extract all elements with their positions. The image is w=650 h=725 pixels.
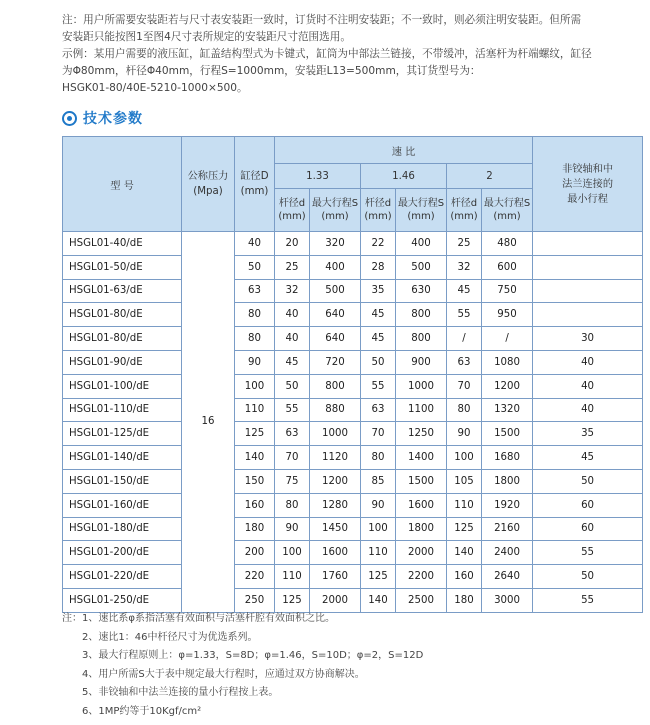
cell-d1: 25 [275, 255, 310, 279]
cell-d3: 63 [447, 350, 482, 374]
cell-min: 55 [533, 588, 643, 612]
cell-min: 40 [533, 398, 643, 422]
cell-D: 90 [235, 350, 275, 374]
cell-d2: 90 [361, 493, 396, 517]
cell-d2: 110 [361, 541, 396, 565]
header-ratio: 2 [447, 164, 533, 189]
cell-min: 40 [533, 374, 643, 398]
table-row [63, 374, 643, 398]
cell-D: 150 [235, 469, 275, 493]
cell-min: 60 [533, 517, 643, 541]
cell-min: 45 [533, 446, 643, 470]
cell-s3: 2640 [482, 565, 533, 589]
cell-s2: 2200 [396, 565, 447, 589]
cell-s2: 1250 [396, 422, 447, 446]
cell-model: HSGL01-140/dE [63, 446, 182, 470]
note-row: 3、最大行程原则上：φ=1.33，S=8D；φ=1.46，S=10D；φ=2，S=12D [82, 650, 424, 661]
header-pressure-label: 公称压力 (Mpa) [187, 171, 229, 197]
cell-s2: 1800 [396, 517, 447, 541]
cell-d3: 160 [447, 565, 482, 589]
cell-d1: 55 [275, 398, 310, 422]
cell-s3: / [482, 327, 533, 351]
section-heading [62, 108, 143, 128]
cell-s3: 1080 [482, 350, 533, 374]
header-model: 型 号 [63, 137, 182, 232]
header-rod-label: 杆径d (mm) [278, 198, 306, 222]
cell-s2: 900 [396, 350, 447, 374]
header-rod [447, 189, 482, 232]
cell-D: 200 [235, 541, 275, 565]
header-bore-label: 缸径D (mm) [240, 171, 269, 197]
cell-s3: 1920 [482, 493, 533, 517]
cell-s1: 1120 [310, 446, 361, 470]
cell-d2: 45 [361, 327, 396, 351]
section-title: 技术参数 [83, 111, 143, 127]
table-row [63, 422, 643, 446]
table-row [63, 493, 643, 517]
cell-d1: 32 [275, 279, 310, 303]
cell-D: 110 [235, 398, 275, 422]
cell-D: 50 [235, 255, 275, 279]
cell-s1: 720 [310, 350, 361, 374]
cell-s1: 320 [310, 232, 361, 256]
cell-s2: 1000 [396, 374, 447, 398]
cell-s2: 1100 [396, 398, 447, 422]
cell-s3: 1680 [482, 446, 533, 470]
cell-s1: 500 [310, 279, 361, 303]
cell-d3: 125 [447, 517, 482, 541]
table-row [63, 303, 643, 327]
cell-d3: 70 [447, 374, 482, 398]
cell-d3: 55 [447, 303, 482, 327]
cell-s2: 500 [396, 255, 447, 279]
note-row [62, 610, 642, 629]
cell-model: HSGL01-180/dE [63, 517, 182, 541]
cell-d1: 75 [275, 469, 310, 493]
cell-d2: 63 [361, 398, 396, 422]
cell-d3: 45 [447, 279, 482, 303]
cell-d2: 28 [361, 255, 396, 279]
header-stroke-label: 最大行程S (mm) [483, 198, 531, 222]
cell-d1: 90 [275, 517, 310, 541]
cell-d2: 85 [361, 469, 396, 493]
table-row [63, 446, 643, 470]
cell-D: 40 [235, 232, 275, 256]
cell-d3: 140 [447, 541, 482, 565]
cell-model: HSGL01-220/dE [63, 565, 182, 589]
intro-line: 为Φ80mm，杆径Φ40mm，行程S=1000mm，安装距L13=500mm，其订货型号为： [62, 65, 481, 77]
cell-D: 100 [235, 374, 275, 398]
cell-d2: 80 [361, 446, 396, 470]
cell-s2: 800 [396, 327, 447, 351]
notes [62, 610, 642, 721]
intro-line: 注：用户所需要安装距若与尺寸表安装距一致时，订货时不注明安装距；不一致时，则必须注明安装距。但所需 [62, 14, 582, 26]
cell-s2: 800 [396, 303, 447, 327]
cell-d2: 22 [361, 232, 396, 256]
cell-s1: 640 [310, 327, 361, 351]
cell-model: HSGL01-160/dE [63, 493, 182, 517]
cell-d1: 20 [275, 232, 310, 256]
cell-model: HSGL01-40/dE [63, 232, 182, 256]
cell-s2: 1500 [396, 469, 447, 493]
intro-text [62, 12, 642, 97]
cell-min: 50 [533, 469, 643, 493]
cell-D: 80 [235, 327, 275, 351]
spec-table [62, 136, 643, 613]
cell-model: HSGL01-250/dE [63, 588, 182, 612]
cell-s3: 950 [482, 303, 533, 327]
cell-d3: 105 [447, 469, 482, 493]
cell-d3: 80 [447, 398, 482, 422]
header-speed-ratio: 速 比 [275, 137, 533, 164]
cell-min: 60 [533, 493, 643, 517]
cell-s1: 400 [310, 255, 361, 279]
intro-line: 安装距只能按图1至图4尺寸表所规定的安装距尺寸范围选用。 [62, 31, 351, 43]
header-stroke [310, 189, 361, 232]
header-min-stroke-label: 非铰轴和中 法兰连接的 最小行程 [562, 163, 614, 205]
cell-model: HSGL01-200/dE [63, 541, 182, 565]
cell-min: 55 [533, 541, 643, 565]
cell-model: HSGL01-150/dE [63, 469, 182, 493]
cell-min [533, 232, 643, 256]
cell-model: HSGL01-100/dE [63, 374, 182, 398]
circle-bullet-icon [62, 111, 77, 126]
cell-s3: 1320 [482, 398, 533, 422]
cell-D: 63 [235, 279, 275, 303]
header-rod-label: 杆径d (mm) [450, 198, 478, 222]
cell-d1: 40 [275, 303, 310, 327]
cell-s1: 2000 [310, 588, 361, 612]
cell-s1: 1000 [310, 422, 361, 446]
cell-d2: 55 [361, 374, 396, 398]
cell-model: HSGL01-50/dE [63, 255, 182, 279]
header-pressure [182, 137, 235, 232]
table-row [63, 517, 643, 541]
cell-min [533, 279, 643, 303]
cell-d2: 125 [361, 565, 396, 589]
note-row: 4、用户所需S大于表中规定最大行程时，应通过双方协商解决。 [82, 668, 365, 680]
cell-model: HSGL01-80/dE [63, 327, 182, 351]
cell-s1: 1600 [310, 541, 361, 565]
cell-d3: 32 [447, 255, 482, 279]
header-ratio: 1.33 [275, 164, 361, 189]
cell-d1: 110 [275, 565, 310, 589]
cell-model: HSGL01-80/dE [63, 303, 182, 327]
cell-s2: 2500 [396, 588, 447, 612]
cell-model: HSGL01-125/dE [63, 422, 182, 446]
table-row [63, 469, 643, 493]
table-row [63, 255, 643, 279]
note-row: 6、1MP约等于10Kgf/cm² [82, 705, 202, 717]
table-row [63, 327, 643, 351]
cell-min [533, 303, 643, 327]
note-text: 1、速比系φ系指活塞有效面积与活塞杆腔有效面积之比。 [82, 613, 335, 624]
cell-d3: / [447, 327, 482, 351]
cell-min: 50 [533, 565, 643, 589]
cell-d1: 50 [275, 374, 310, 398]
cell-s1: 1450 [310, 517, 361, 541]
cell-s3: 750 [482, 279, 533, 303]
note-row: 5、非铰轴和中法兰连接的量小行程按上表。 [82, 687, 279, 698]
header-stroke [396, 189, 447, 232]
cell-model: HSGL01-63/dE [63, 279, 182, 303]
cell-d1: 100 [275, 541, 310, 565]
cell-d2: 140 [361, 588, 396, 612]
cell-d2: 50 [361, 350, 396, 374]
cell-min: 30 [533, 327, 643, 351]
cell-d3: 180 [447, 588, 482, 612]
cell-s1: 640 [310, 303, 361, 327]
cell-d1: 125 [275, 588, 310, 612]
cell-D: 140 [235, 446, 275, 470]
cell-s2: 1600 [396, 493, 447, 517]
cell-s1: 880 [310, 398, 361, 422]
cell-d3: 100 [447, 446, 482, 470]
cell-min: 40 [533, 350, 643, 374]
cell-d3: 25 [447, 232, 482, 256]
cell-d2: 70 [361, 422, 396, 446]
cell-s2: 2000 [396, 541, 447, 565]
cell-d3: 90 [447, 422, 482, 446]
header-bore [235, 137, 275, 232]
cell-d1: 45 [275, 350, 310, 374]
cell-d1: 70 [275, 446, 310, 470]
cell-s3: 1200 [482, 374, 533, 398]
cell-s3: 2160 [482, 517, 533, 541]
cell-D: 220 [235, 565, 275, 589]
cell-D: 125 [235, 422, 275, 446]
cell-s3: 1500 [482, 422, 533, 446]
cell-D: 180 [235, 517, 275, 541]
cell-model: HSGL01-110/dE [63, 398, 182, 422]
header-rod [361, 189, 396, 232]
header-rod-label: 杆径d (mm) [364, 198, 392, 222]
cell-d2: 100 [361, 517, 396, 541]
table-row [63, 565, 643, 589]
cell-D: 160 [235, 493, 275, 517]
cell-d2: 35 [361, 279, 396, 303]
cell-s3: 600 [482, 255, 533, 279]
header-stroke-label: 最大行程S (mm) [311, 198, 359, 222]
table-row [63, 398, 643, 422]
table-row [63, 541, 643, 565]
cell-s2: 400 [396, 232, 447, 256]
table-row [63, 350, 643, 374]
cell-pressure: 16 [182, 232, 235, 613]
table-row [63, 232, 643, 256]
spec-table-body [63, 232, 643, 613]
cell-model: HSGL01-90/dE [63, 350, 182, 374]
cell-s1: 1280 [310, 493, 361, 517]
cell-d1: 63 [275, 422, 310, 446]
note-row: 2、速比1：46中杆径尺寸为优选系列。 [82, 631, 258, 643]
cell-d2: 45 [361, 303, 396, 327]
intro-line: 示例：某用户需要的液压缸，缸盖结构型式为卡键式，缸筒为中部法兰链接，不带缓冲，活塞杆为杆端螺纹，缸径 [62, 48, 592, 60]
cell-s3: 480 [482, 232, 533, 256]
intro-line: HSGK01-80/40E-5210-1000×500。 [62, 82, 248, 94]
header-stroke-label: 最大行程S (mm) [397, 198, 445, 222]
cell-d3: 110 [447, 493, 482, 517]
cell-d1: 40 [275, 327, 310, 351]
cell-min [533, 255, 643, 279]
notes-lead: 注： [62, 613, 82, 624]
cell-s3: 3000 [482, 588, 533, 612]
cell-D: 80 [235, 303, 275, 327]
cell-d1: 80 [275, 493, 310, 517]
cell-s1: 800 [310, 374, 361, 398]
cell-s3: 1800 [482, 469, 533, 493]
cell-s3: 2400 [482, 541, 533, 565]
cell-min: 35 [533, 422, 643, 446]
header-rod [275, 189, 310, 232]
header-stroke [482, 189, 533, 232]
table-row [63, 279, 643, 303]
table-row [63, 588, 643, 612]
cell-s2: 630 [396, 279, 447, 303]
cell-s1: 1200 [310, 469, 361, 493]
header-ratio: 1.46 [361, 164, 447, 189]
cell-s1: 1760 [310, 565, 361, 589]
header-min-stroke [533, 137, 643, 232]
cell-D: 250 [235, 588, 275, 612]
cell-s2: 1400 [396, 446, 447, 470]
